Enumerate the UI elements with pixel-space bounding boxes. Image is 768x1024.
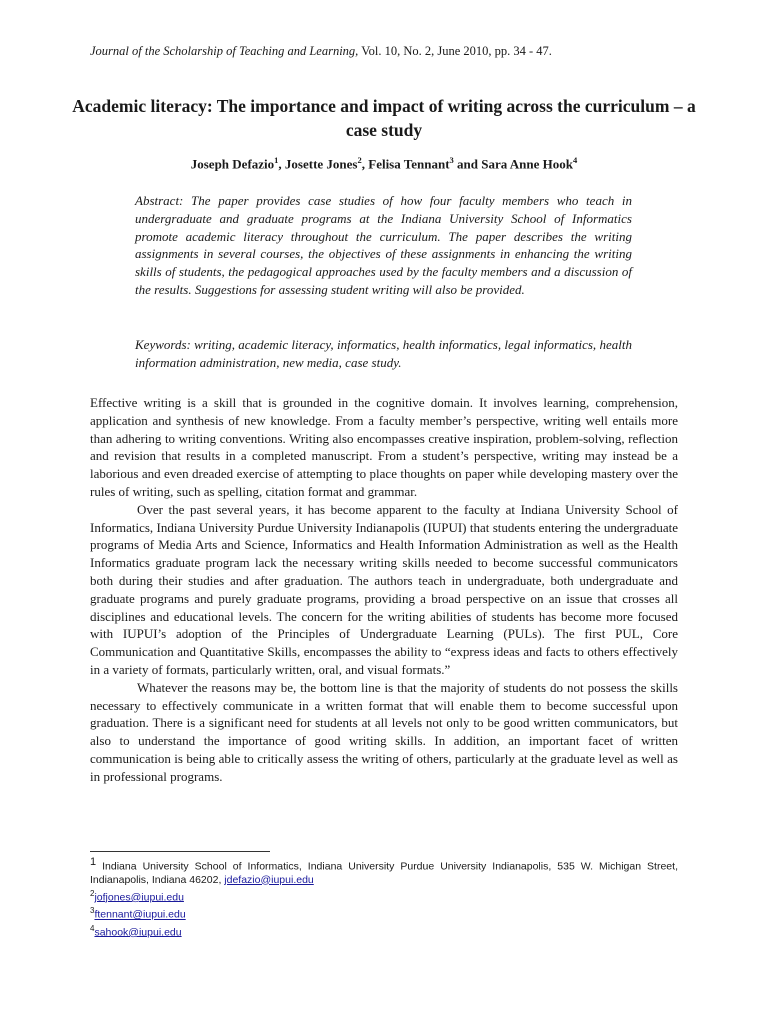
footnote-mark: 2 — [90, 888, 95, 898]
body-paragraph: Effective writing is a skill that is grounded in the cognitive domain. It involves learning, comprehension, application and synthesis of new knowledge. From a faculty member’s perspective, writing well entails more than adhering to writing conventions. Writing also encompasses creative inspiration, problem-solving, reflection and revision that results in a completed manuscript. From a student’s perspective, writing may instead be a laborious and even dreaded exercise of attempting to place thoughts on paper while developing mastery over the rules of writing, such as spelling, citation format and grammar. — [90, 395, 678, 499]
author-list — [90, 155, 678, 172]
footnote-mark: 1 — [90, 856, 97, 868]
author-footnote-mark: 3 — [449, 155, 454, 165]
running-header — [90, 44, 552, 59]
email-link[interactable]: ftennant@iupui.edu — [94, 908, 186, 921]
email-link[interactable]: jofjones@iupui.edu — [94, 891, 184, 903]
footnote-divider — [90, 851, 270, 852]
footnote-3 — [90, 904, 678, 922]
author-separator: and — [453, 156, 482, 172]
author-name: Josette Jones — [284, 156, 358, 172]
footnote-text: Indiana University School of Informatics, Indiana University Purdue University Indianapolis, 535 W. Michigan Street, Indianapolis, Indiana 46202, — [90, 860, 678, 886]
keywords: Keywords: writing, academic literacy, informatics, health informatics, legal informatics, health information administration, new media, case study. — [135, 337, 632, 370]
author-footnote-mark: 4 — [573, 155, 578, 165]
author-separator: , — [278, 156, 285, 172]
author-separator: , — [361, 156, 369, 172]
email-link[interactable]: sahook@iupui.edu — [94, 926, 182, 938]
author-name: Sara Anne Hook — [481, 156, 573, 172]
body-paragraph: Over the past several years, it has become apparent to the faculty at Indiana University School of Informatics, Indiana University Purdue University Indianapolis (IUPUI) that students entering the undergraduate programs of Media Arts and Science, Informatics and Health Information Administration as well as the Health Informatics graduate program lack the necessary writing skills needed to become successful communicators both during their studies and after graduation. The authors teach in undergraduate, both undergraduate and graduate programs and purely graduate programs, providing a broad perspective on an issue that crosses all disciplines and educational levels. The concern for the writing abilities of students has become more focused with IUPUI’s adoption of the Principles of Undergraduate Learning (PULs). The first PUL, Core Communication and Quantitative Skills, encompasses the ability to “express ideas and facts to others effectively in a variety of formats, particularly written, oral, and visual formats.” — [90, 501, 678, 677]
footnote-1 — [90, 856, 678, 887]
footnotes — [90, 856, 678, 939]
author-footnote-mark: 1 — [274, 155, 279, 165]
abstract: Abstract: The paper provides case studies of how four faculty members who teach in undergraduate and graduate programs at the Indiana University School of Informatics promote academic literacy throughout the curriculum. The paper describes the writing assignments in several courses, the objectives of these assignments in enhancing the writing skills of students, the pedagogical approaches used by the faculty members and a discussion of the results. Suggestions for assessing student writing will also be provided. — [135, 193, 632, 297]
body-paragraph: Whatever the reasons may be, the bottom line is that the majority of students do not possess the skills necessary to effectively communicate in a written format that will enable them to become successful upon graduation. There is a significant need for students at all levels not only to be good written communicators, but also to understand the importance of good writing skills. In addition, an important facet of written communication is being able to critically assess the writing of others, particularly at the graduate level as well as in professional programs. — [90, 679, 678, 784]
footnote-2 — [90, 887, 678, 905]
footnote-mark: 3 — [90, 906, 95, 915]
author-name: Felisa Tennant — [368, 156, 450, 172]
author-name: Joseph Defazio — [190, 156, 275, 172]
footnote-mark: 4 — [90, 923, 95, 933]
paper-title: Academic literacy: The importance and impact of writing across the curriculum – a case study — [72, 96, 696, 140]
body-text — [90, 394, 678, 786]
journal-citation: Vol. 10, No. 2, June 2010, pp. 34 - 47. — [358, 44, 552, 58]
journal-name: Journal of the Scholarship of Teaching and Learning, — [90, 44, 359, 58]
footnote-4 — [90, 922, 678, 940]
email-link[interactable]: jdefazio@iupui.edu — [224, 873, 314, 886]
author-footnote-mark: 2 — [357, 155, 362, 165]
